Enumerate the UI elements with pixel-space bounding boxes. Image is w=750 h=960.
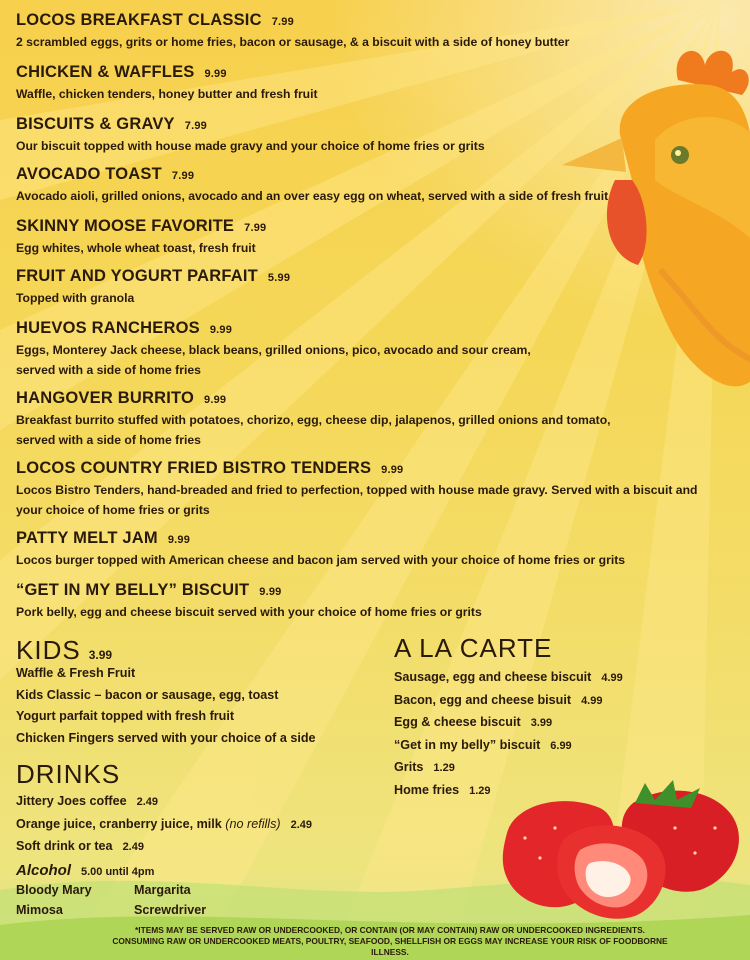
item-description: Waffle, chicken tenders, honey butter and fresh fruit [16,87,318,101]
drinks-heading: DRINKS [16,759,121,789]
food-safety-disclaimer [100,925,680,958]
list-item: Home fries 1.29 [394,782,491,797]
drink-price: 2.49 [290,818,313,831]
item-price: 5.99 [267,272,291,284]
list-item: Mimosa [16,903,63,917]
a-la-carte-heading: A LA CARTE [394,633,553,663]
list-item: Orange juice, cranberry juice, milk (no refills) 2.49 [16,816,313,831]
kids-heading: KIDS 3.99 [16,635,113,665]
list-item: Jittery Joes coffee 2.49 [16,794,159,808]
alcohol-note: 5.00 until 4pm [81,866,155,878]
item-description: Our biscuit topped with house made gravy and your choice of home fries or grits [16,139,485,153]
list-item: Margarita [134,883,191,897]
item-description: Topped with granola [16,291,135,305]
item-title: FRUIT AND YOGURT PARFAIT 5.99 [16,267,291,285]
menu-item [16,388,611,450]
item-description: Locos burger topped with American cheese and bacon jam served with your choice of home fries or grits [16,553,626,567]
menu-item [16,318,531,380]
item-description: Egg whites, whole wheat toast, fresh fruit [16,241,256,255]
item-description: 2 scrambled eggs, grits or home fries, bacon or sausage, & a biscuit with a side of honey butter [16,35,570,49]
kids-price: 3.99 [88,648,113,662]
list-item: Grits 1.29 [394,760,455,774]
item-price: 9.99 [381,464,404,476]
list-item: Waffle & Fresh Fruit [16,666,136,680]
menu-item [16,266,290,308]
item-description: Eggs, Monterey Jack cheese, black beans, grilled onions, pico, avocado and sour cream, [16,343,531,357]
item-title: CHICKEN & WAFFLES 9.99 [16,63,227,81]
list-item: Sausage, egg and cheese biscuit 4.99 [394,670,623,684]
item-title: AVOCADO TOAST 7.99 [16,165,195,183]
item-title: “GET IN MY BELLY” BISCUIT 9.99 [16,581,282,599]
drink-price: 2.49 [136,796,159,808]
menu-item [16,580,482,622]
kids-list [16,663,316,749]
alcohol-list [16,880,254,920]
item-price: 1.29 [469,784,491,797]
item-description: Avocado aioli, grilled onions, avocado and an over easy egg on wheat, served with a side of fresh fruit [16,189,609,203]
menu-item [16,62,318,104]
item-title: HUEVOS RANCHEROS 9.99 [16,319,233,337]
alcohol-heading: Alcohol 5.00 until 4pm [16,862,155,879]
item-price: 3.99 [530,717,553,729]
item-price: 4.99 [581,694,603,707]
list-item: “Get in my belly” biscuit 6.99 [394,737,572,752]
menu-item [16,10,569,52]
item-price: 4.99 [601,672,623,684]
menu-item [16,528,625,570]
item-description: served with a side of home fries [16,433,201,447]
item-title: SKINNY MOOSE FAVORITE 7.99 [16,217,267,235]
list-item: Bacon, egg and cheese bisuit 4.99 [394,692,603,707]
item-description: Locos Bistro Tenders, hand-breaded and fried to perfection, topped with house made gravy. Served with a biscuit and [16,483,698,497]
item-price: 7.99 [184,120,207,132]
item-price: 9.99 [259,586,282,598]
disclaimer-line: *ITEMS MAY BE SERVED RAW OR UNDERCOOKED, OR CONTAIN (OR MAY CONTAIN) RAW OR UNDERCOOKED INGREDIENTS. [135,925,645,935]
item-price: 7.99 [244,222,267,234]
item-description: Breakfast burrito stuffed with potatoes, chorizo, egg, cheese dip, jalapenos, grilled onions and tomato, [16,413,611,427]
disclaimer-line: CONSUMING RAW OR UNDERCOOKED MEATS, POULTRY, SEAFOOD, SHELLFISH OR EGGS MAY INCREASE YOUR RISK OF FOODBORNE ILLNESS. [112,936,668,957]
item-price: 7.99 [271,16,294,28]
item-price: 9.99 [204,394,227,406]
menu-item [16,114,485,156]
list-item: Egg & cheese biscuit 3.99 [394,715,553,729]
item-price: 9.99 [209,324,233,336]
menu-item [16,458,697,520]
item-description: served with a side of home fries [16,363,201,377]
list-item: Kids Classic – bacon or sausage, egg, toast [16,687,279,702]
drinks-list [16,791,312,859]
list-item: Soft drink or tea 2.49 [16,839,144,853]
item-price: 7.99 [171,170,195,182]
item-title: HANGOVER BURRITO 9.99 [16,389,227,407]
item-price: 9.99 [167,534,191,546]
menu-item [16,164,608,206]
item-price: 6.99 [550,739,572,752]
item-title: LOCOS COUNTRY FRIED BISTRO TENDERS 9.99 [16,459,404,477]
list-item: Yogurt parfait topped with fresh fruit [16,709,235,723]
list-item: Screwdriver [134,903,207,917]
menu-item [16,216,266,258]
item-title: LOCOS BREAKFAST CLASSIC 7.99 [16,11,294,29]
item-price: 9.99 [204,68,227,80]
a-la-carte-list [394,667,623,802]
drink-price: 2.49 [122,841,144,853]
item-description: Pork belly, egg and cheese biscuit served with your choice of home fries or grits [16,605,482,619]
list-item: Chicken Fingers served with your choice of a side [16,730,316,745]
item-title: PATTY MELT JAM 9.99 [16,529,191,547]
item-description: your choice of home fries or grits [16,503,210,517]
item-title: BISCUITS & GRAVY 7.99 [16,115,207,133]
list-item: Bloody Mary [16,883,92,897]
item-price: 1.29 [433,762,455,774]
drink-note: (no refills) [225,816,281,831]
